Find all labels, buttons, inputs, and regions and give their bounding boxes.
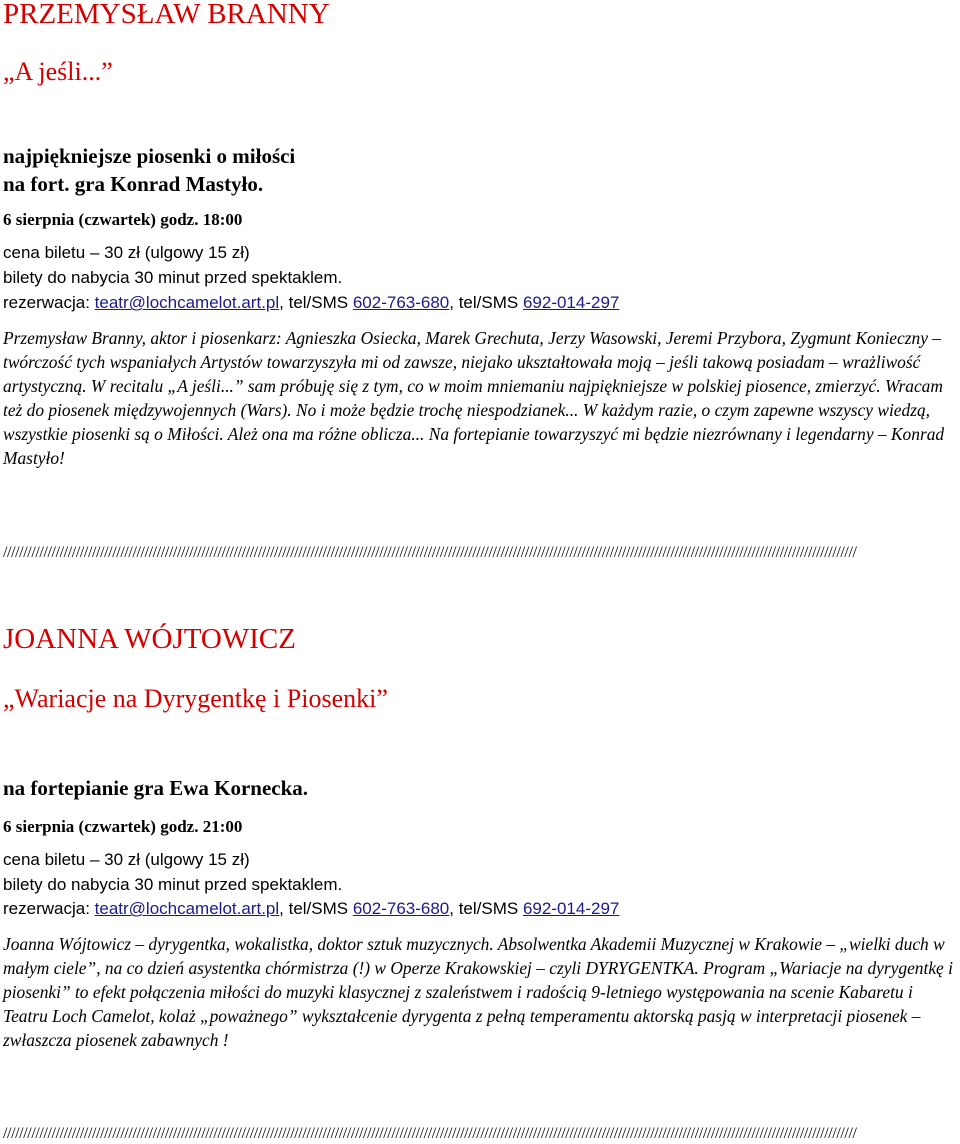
phone-label-2b: , tel/SMS <box>449 899 523 918</box>
phone-link-1a[interactable]: 602-763-680 <box>352 293 450 312</box>
show-subtitle-1b: na fort. gra Konrad Mastyło. <box>3 172 264 196</box>
section-separator-2: /////////////////////////////////////////////////////////////////////////////////////////////////////////////////////////////////////////////////////////////////////////////////////////////////////////////////// <box>3 1126 857 1142</box>
email-link-2[interactable]: teatr@lochcamelot.art.pl <box>94 899 280 918</box>
ticket-price-2: cena biletu – 30 zł (ulgowy 15 zł) <box>3 850 250 869</box>
show-title-1: „A jeśli...” <box>3 57 113 86</box>
performer-name-1: PRZEMYSŁAW BRANNY <box>3 0 330 30</box>
ticket-info-2: bilety do nabycia 30 minut przed spektaklem. <box>3 875 343 894</box>
event-description-1: Przemysław Branny, aktor i piosenkarz: Agnieszka Osiecka, Marek Grechuta, Jerzy Wasowski, Jeremi Przybora, Zygmunt Konieczny – twórczość tych wspaniałych Artystów towarzyszyła mi od zawsze, niejako ukształtowała moją – jeśli takową posiadam – wrażliwość artystyczną. W recitalu „A jeśli...” sam próbuję się z tym, co w moim mniemaniu najpiękniejsze w polskiej piosence, zmierzyć. Wracam też do piosenek międzywojennych (Wars). No i może będzie trochę niespodzianek... W każdym razie, o czym zapewne wszyscy wiedzą, wszystkie piosenki są o Miłości. Ależ ona ma różne oblicza... Na fortepianie towarzyszyć mi będzie niezrównany i legendarny – Konrad Mastyło! <box>3 328 945 468</box>
phone-label-2a: , tel/SMS <box>279 899 353 918</box>
reservation-line-1 <box>3 294 619 311</box>
ticket-info-1: bilety do nabycia 30 minut przed spektaklem. <box>3 268 343 287</box>
phone-label-1a: , tel/SMS <box>279 293 353 312</box>
phone-label-1b: , tel/SMS <box>449 293 523 312</box>
performer-name-2: JOANNA WÓJTOWICZ <box>3 623 296 655</box>
show-subtitle-1a: najpiękniejsze piosenki o miłości <box>3 144 296 168</box>
reservation-line-2 <box>3 900 619 917</box>
event-description-2: Joanna Wójtowicz – dyrygentka, wokalistka, doktor sztuk muzycznych. Absolwentka Akademii Muzycznej w Krakowie – „wielki duch w małym ciele”, na co dzień asystentka chórmistrza (!) w Operze Krakowskiej – czyli DYRYGENTKA. Program „Wariacje na dyrygentkę i piosenki” to efekt połączenia miłości do muzyki klasycznej z szaleństwem i radością 9-letniego występowania na scenie Kabaretu i Teatru Loch Camelot, kolaż „poważnego” wykształcenie dyrygenta z pełną temperamentu aktorską pasją w interpretacji piosenek – zwłaszcza piosenek zabawnych ! <box>3 934 953 1050</box>
email-link-1[interactable]: teatr@lochcamelot.art.pl <box>94 293 280 312</box>
show-title-2: „Wariacje na Dyrygentkę i Piosenki” <box>3 684 388 713</box>
event-date-1: 6 sierpnia (czwartek) godz. 18:00 <box>3 210 243 229</box>
reservation-label-2: rezerwacja: <box>3 899 95 918</box>
ticket-price-1: cena biletu – 30 zł (ulgowy 15 zł) <box>3 243 250 262</box>
phone-link-2a[interactable]: 602-763-680 <box>352 899 450 918</box>
section-separator-1: /////////////////////////////////////////////////////////////////////////////////////////////////////////////////////////////////////////////////////////////////////////////////////////////////////////////////// <box>3 545 857 561</box>
phone-link-2b[interactable]: 692-014-297 <box>522 899 620 918</box>
reservation-label-1: rezerwacja: <box>3 293 95 312</box>
show-subtitle-2: na fortepianie gra Ewa Kornecka. <box>3 776 309 800</box>
phone-link-1b[interactable]: 692-014-297 <box>522 293 620 312</box>
event-date-2: 6 sierpnia (czwartek) godz. 21:00 <box>3 817 243 836</box>
